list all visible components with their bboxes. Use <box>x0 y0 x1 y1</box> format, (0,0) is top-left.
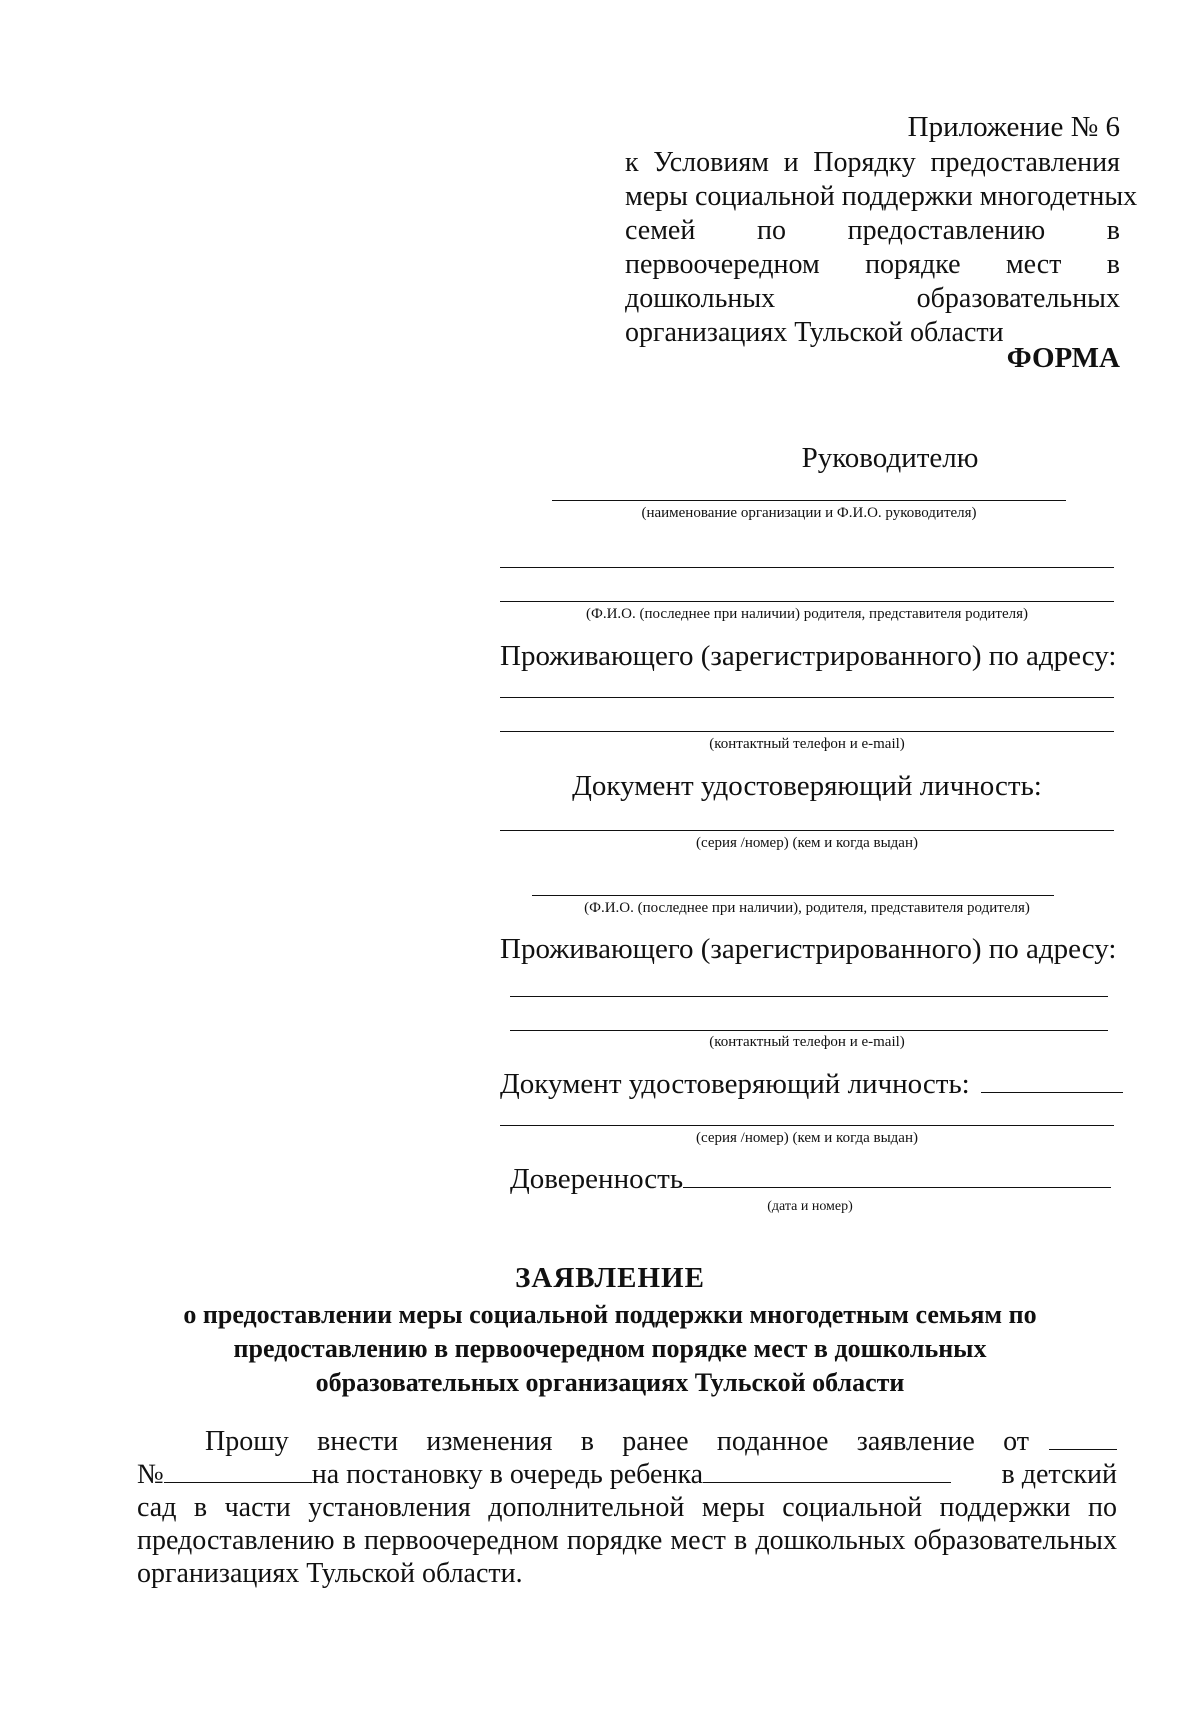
org-name-line[interactable] <box>552 500 1066 501</box>
body-line-5: организациях Тульской области. <box>137 1558 523 1589</box>
address-line-2[interactable] <box>500 731 1114 732</box>
appendix-reference <box>625 146 1138 350</box>
power-of-attorney-line[interactable] <box>683 1163 1111 1188</box>
body-line-1 <box>137 1425 1117 1458</box>
id-document-caption-2: (серия /номер) (кем и когда выдан) <box>695 1130 918 1146</box>
parent1-name-caption: (Ф.И.О. (последнее при наличии) родителя, представителя родителя) <box>586 606 1028 622</box>
statement-title: ЗАЯВЛЕНИЕ <box>515 1262 705 1294</box>
body-line-4: предоставлению в первоочередном порядке мест в дошкольных образовательных <box>137 1525 1117 1556</box>
appendix-line: первоочередном порядке мест в <box>625 249 1120 280</box>
statement-subtitle <box>120 1298 1100 1400</box>
child-name-line[interactable] <box>703 1458 951 1483</box>
subtitle-line: образовательных организациях Тульской области <box>315 1368 905 1397</box>
appendix-line: меры социальной поддержки многодетных <box>625 181 1138 212</box>
address-line-4[interactable] <box>510 1030 1108 1031</box>
body-line-3: сад в части установления дополнительной меры социальной поддержки по <box>137 1492 1117 1523</box>
id-document-caption: (серия /номер) (кем и когда выдан) <box>695 835 918 851</box>
id-document-label-2-text: Документ удостоверяющий личность: <box>500 1068 970 1100</box>
residence-label: Проживающего (зарегистрированного) по адресу: <box>500 640 1117 672</box>
address-line-3[interactable] <box>510 996 1108 997</box>
number-sign: № <box>137 1459 164 1490</box>
power-of-attorney-caption: (дата и номер) <box>767 1199 853 1214</box>
id-document-line[interactable] <box>500 830 1114 831</box>
form-label: ФОРМА <box>1006 342 1120 374</box>
body-line-2 <box>137 1458 1117 1491</box>
address-line-1[interactable] <box>500 697 1114 698</box>
appendix-line: организациях Тульской области <box>625 317 1004 348</box>
addressee-to: Руководителю <box>801 442 979 474</box>
parent1-name-line-1[interactable] <box>500 567 1114 568</box>
power-of-attorney-text: Доверенность <box>510 1163 684 1195</box>
appendix-number: Приложение № 6 <box>907 111 1120 143</box>
contact-caption-2: (контактный телефон и e-mail) <box>709 1034 905 1050</box>
parent1-name-line-2[interactable] <box>500 601 1114 602</box>
application-number-line[interactable] <box>164 1458 312 1483</box>
appendix-line: семей по предоставлению в <box>625 215 1120 246</box>
contact-caption: (контактный телефон и e-mail) <box>709 736 905 752</box>
subtitle-line: о предоставлении меры социальной поддержки многодетным семьям по <box>183 1300 1037 1329</box>
body-request-text: Прошу внести изменения в ранее поданное заявление от <box>205 1426 1029 1457</box>
power-of-attorney-label <box>510 1163 1114 1196</box>
id-document-inline-line[interactable] <box>981 1068 1123 1093</box>
id-document-label-2 <box>500 1068 1114 1101</box>
body-kindergarten-text: в детский <box>1001 1459 1117 1490</box>
appendix-line: к Условиям и Порядку предоставления <box>625 147 1120 178</box>
residence-label-2: Проживающего (зарегистрированного) по адресу: <box>500 933 1117 965</box>
id-document-line-2[interactable] <box>500 1125 1114 1126</box>
parent2-name-caption: (Ф.И.О. (последнее при наличии), родителя, представителя родителя) <box>584 900 1030 916</box>
org-name-caption: (наименование организации и Ф.И.О. руководителя) <box>641 505 977 521</box>
subtitle-line: предоставлению в первоочередном порядке мест в дошкольных <box>233 1334 987 1363</box>
body-queue-text: на постановку в очередь ребенка <box>311 1459 704 1490</box>
appendix-line: дошкольных образовательных <box>625 283 1120 314</box>
parent2-name-line[interactable] <box>532 895 1054 896</box>
id-document-label: Документ удостоверяющий личность: <box>572 770 1042 802</box>
application-date-line[interactable] <box>1049 1425 1117 1450</box>
